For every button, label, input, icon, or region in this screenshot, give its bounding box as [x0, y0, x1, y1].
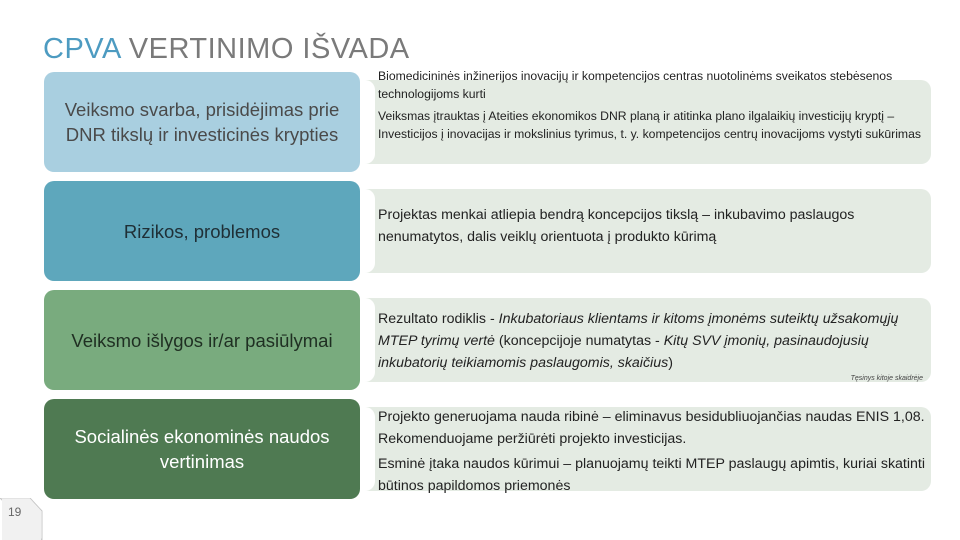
label-box-importance [44, 72, 360, 172]
label-box-risks [44, 181, 360, 281]
label-box-socioeconomic [44, 399, 360, 499]
importance-text: Veiksmas įtrauktas į Ateities ekonomikos DNR planą ir atitinka plano ilgalaikių investicijų kryptį – Investicijos į inovacijas ir mokslinius tyrimus, t. y. kompetencijos centrų inovacijoms vystyti sukūrimas [378, 109, 921, 141]
content-text-socioeconomic [378, 406, 930, 497]
page-title [43, 32, 410, 66]
label-text: Veiksmo svarba, prisidėjimas prie DNR tikslų ir investicinės krypties [64, 99, 340, 145]
label-text: Rizikos, problemos [123, 220, 281, 242]
content-text-conditions [378, 308, 930, 374]
continuation-note: Tęsinys kitoje skaidrėje [850, 375, 923, 382]
socioeconomic-text-2: Esminė įtaka naudos kūrimui – planuojamų teikti MTEP paslaugų apimtis, kuriai skatinti būtinos papildomos priemonės [378, 456, 926, 494]
risks-text: Projektas menkai atliepia bendrą koncepcijos tikslą – inkubavimo paslaugos nenumatytos, dalis veiklų orientuota į produkto kūrimą [378, 207, 855, 245]
project-name: Biomedicininės inžinerijos inovacijų ir kompetencijos centras nuotolinėms sveikatos stebėsenos technologijoms kurti [378, 69, 893, 101]
conditions-text: Rezultato rodiklis - Inkubatoriaus klientams ir kitoms įmonėms suteiktų užsakomųjų MTEP tyrimų vertė (koncepcijoje numatytas - Kitų SVV įmonių, pasinaudojusių inkubatorių teikiamomis paslaugomis, skaičius) [378, 311, 899, 371]
label-text: Socialinės ekonominės naudos vertinimas [74, 426, 330, 472]
socioeconomic-text-1: Projekto generuojama nauda ribinė – eliminavus besidubliuojančias naudas ENIS 1,08. Rekomenduojame peržiūrėti projekto investicijas. [378, 409, 925, 447]
title-accent: CPVA [43, 33, 121, 65]
content-text-importance [378, 67, 930, 143]
title-main: VERTINIMO IŠVADA [128, 33, 410, 65]
page-number-badge [0, 498, 44, 540]
content-text-risks [378, 204, 930, 248]
label-text: Veiksmo išlygos ir/ar pasiūlymai [71, 329, 333, 351]
page-number: 19 [8, 505, 22, 519]
label-box-conditions [44, 290, 360, 390]
